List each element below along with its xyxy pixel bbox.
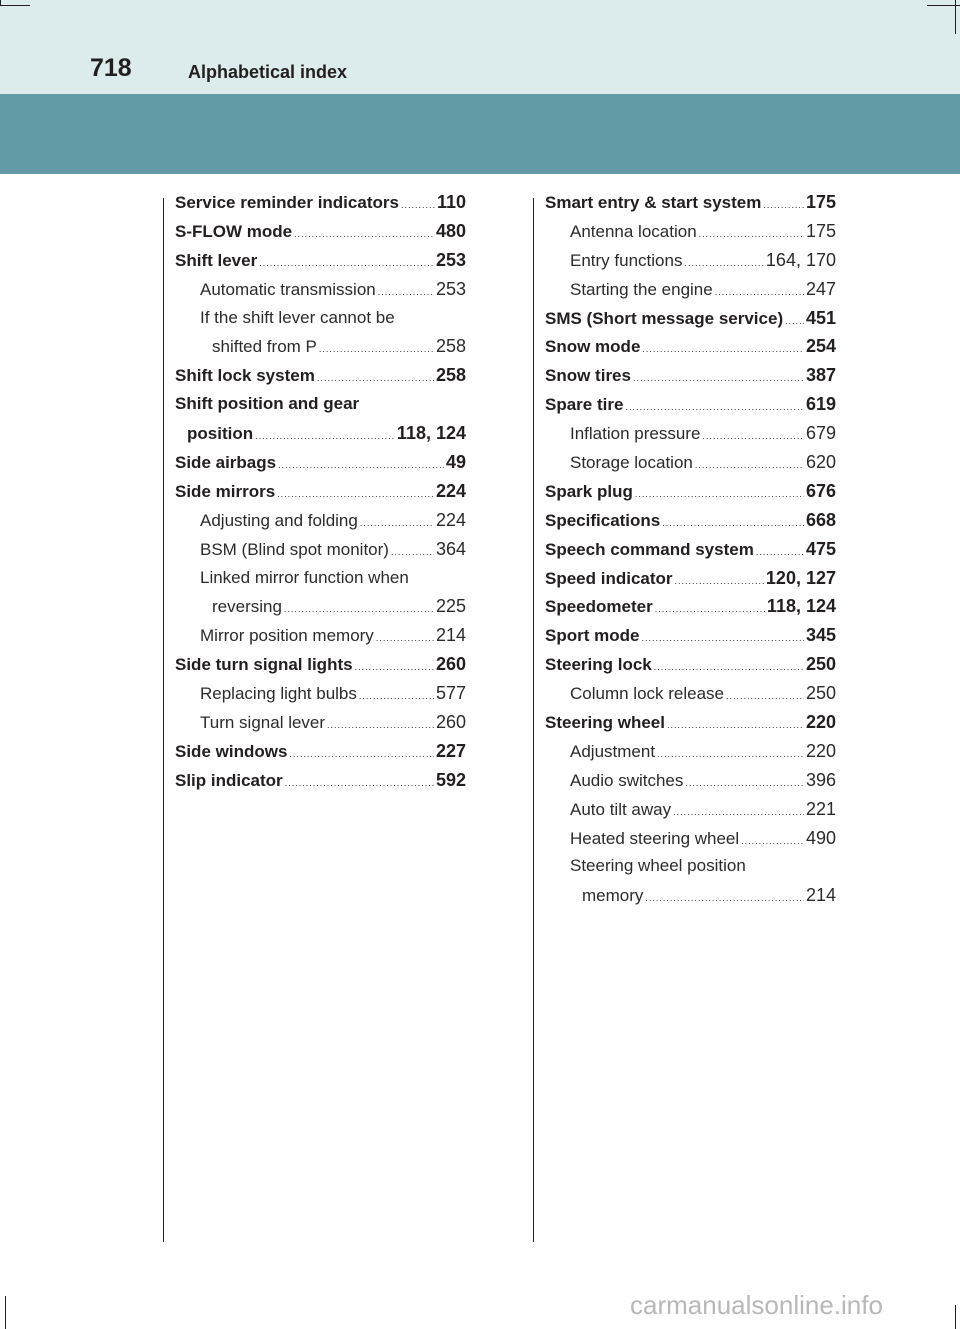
index-term: Specifications bbox=[545, 510, 661, 530]
dot-leader bbox=[319, 335, 434, 364]
dot-leader bbox=[685, 769, 804, 798]
index-term: Adjustment bbox=[570, 741, 656, 761]
dot-leader bbox=[756, 538, 804, 567]
index-term: Steering wheel position bbox=[570, 856, 746, 876]
index-entry bbox=[175, 361, 466, 390]
page-reference: 253 bbox=[435, 249, 466, 270]
index-entry bbox=[545, 390, 836, 419]
index-entry bbox=[545, 621, 836, 650]
dot-leader bbox=[675, 567, 764, 596]
page-reference: 668 bbox=[805, 509, 836, 530]
index-entry bbox=[175, 650, 466, 679]
dot-leader bbox=[255, 422, 395, 451]
page-reference: 253 bbox=[435, 278, 466, 299]
dot-leader bbox=[633, 364, 804, 393]
index-entry bbox=[545, 332, 836, 361]
index-entry bbox=[545, 881, 836, 910]
index-term: Speed indicator bbox=[545, 568, 673, 588]
page-reference: 175 bbox=[805, 192, 836, 212]
page-reference: 451 bbox=[805, 307, 836, 328]
crop-mark bbox=[5, 1296, 6, 1329]
index-term: Shift lever bbox=[175, 250, 258, 270]
index-term: Side turn signal lights bbox=[175, 655, 353, 675]
dot-leader bbox=[259, 249, 434, 278]
dot-leader bbox=[654, 653, 804, 682]
index-term: Heated steering wheel bbox=[570, 828, 740, 848]
dot-leader bbox=[289, 740, 434, 769]
index-entry bbox=[545, 650, 836, 679]
dot-leader bbox=[655, 595, 765, 624]
index-entry bbox=[545, 824, 836, 853]
page-reference: 258 bbox=[435, 336, 466, 357]
page-reference: 250 bbox=[805, 654, 836, 675]
index-entry bbox=[175, 535, 466, 564]
index-term: Starting the engine bbox=[570, 279, 713, 299]
crop-mark bbox=[0, 5, 30, 6]
page-reference: 120, 127 bbox=[765, 567, 836, 588]
index-entry bbox=[175, 766, 466, 795]
index-term: Speech command system bbox=[545, 539, 754, 559]
index-term: Spark plug bbox=[545, 481, 633, 501]
dot-leader bbox=[763, 191, 804, 220]
index-entry bbox=[545, 506, 836, 535]
index-term: Snow mode bbox=[545, 337, 641, 357]
index-term: memory bbox=[582, 886, 644, 906]
index-entry bbox=[545, 477, 836, 506]
index-entry bbox=[175, 621, 466, 650]
index-term: Slip indicator bbox=[175, 770, 283, 790]
page-reference: 247 bbox=[805, 278, 836, 299]
index-term: Turn signal lever bbox=[200, 713, 326, 733]
index-term: Auto tilt away bbox=[570, 799, 672, 819]
page-reference: 387 bbox=[805, 365, 836, 386]
page-reference: 577 bbox=[435, 683, 466, 704]
dot-leader bbox=[684, 249, 763, 278]
index-term: shifted from P bbox=[212, 337, 317, 357]
index-entry bbox=[545, 217, 836, 246]
index-term: Snow tires bbox=[545, 366, 631, 386]
index-entry bbox=[545, 188, 836, 217]
index-entry bbox=[175, 217, 466, 246]
index-term: Column lock release bbox=[570, 684, 725, 704]
dot-leader bbox=[642, 335, 804, 364]
page-reference: 225 bbox=[435, 596, 466, 617]
index-term: Inflation pressure bbox=[570, 424, 701, 444]
watermark: carmanualsonline.info bbox=[630, 1290, 883, 1320]
index-column-right bbox=[545, 188, 836, 910]
index-term: reversing bbox=[212, 597, 282, 617]
index-entry bbox=[545, 361, 836, 390]
index-entry bbox=[175, 708, 466, 737]
index-column-left bbox=[175, 188, 466, 795]
dot-leader bbox=[285, 769, 434, 798]
index-term: Storage location bbox=[570, 453, 693, 473]
index-entry bbox=[175, 477, 466, 506]
index-entry bbox=[175, 506, 466, 535]
crop-mark bbox=[955, 1305, 956, 1329]
dot-leader bbox=[641, 624, 804, 653]
page-reference: 592 bbox=[435, 769, 466, 790]
index-entry bbox=[545, 304, 836, 333]
index-entry bbox=[545, 535, 836, 564]
page-reference: 490 bbox=[805, 827, 836, 848]
index-entry bbox=[175, 419, 466, 448]
index-entry bbox=[545, 708, 836, 737]
index-term: Shift position and gear bbox=[175, 394, 360, 414]
page-reference: 164, 170 bbox=[765, 249, 836, 270]
dot-leader bbox=[785, 307, 804, 336]
index-entry bbox=[545, 795, 836, 824]
index-term: Adjusting and folding bbox=[200, 510, 358, 530]
page-reference: 214 bbox=[435, 625, 466, 646]
index-term: BSM (Blind spot monitor) bbox=[200, 539, 389, 559]
dot-leader bbox=[695, 451, 804, 480]
index-entry bbox=[175, 564, 466, 593]
dot-leader bbox=[277, 480, 434, 509]
dot-leader bbox=[673, 798, 804, 827]
index-entry bbox=[545, 737, 836, 766]
dot-leader bbox=[702, 422, 804, 451]
dot-leader bbox=[376, 624, 434, 653]
index-term: Spare tire bbox=[545, 395, 624, 415]
index-term: Steering lock bbox=[545, 655, 652, 675]
index-entry bbox=[175, 592, 466, 621]
header-top-band bbox=[0, 0, 960, 94]
index-term: Replacing light bulbs bbox=[200, 684, 357, 704]
page-reference: 480 bbox=[435, 220, 466, 241]
dot-leader bbox=[657, 740, 804, 769]
dot-leader bbox=[391, 538, 434, 567]
index-entry bbox=[545, 766, 836, 795]
index-term: Shift lock system bbox=[175, 366, 315, 386]
crop-mark bbox=[955, 0, 956, 34]
dot-leader bbox=[625, 393, 804, 422]
index-entry bbox=[545, 448, 836, 477]
dot-leader bbox=[278, 451, 444, 480]
index-entry bbox=[545, 275, 836, 304]
page-reference: 110 bbox=[436, 192, 466, 212]
dot-leader bbox=[635, 480, 804, 509]
index-entry bbox=[175, 737, 466, 766]
page-reference: 345 bbox=[805, 625, 836, 646]
index-entry bbox=[175, 246, 466, 275]
page-reference: 175 bbox=[805, 220, 836, 241]
index-term: Entry functions bbox=[570, 250, 683, 270]
index-entry bbox=[545, 564, 836, 593]
page-reference: 619 bbox=[805, 394, 836, 415]
dot-leader bbox=[327, 711, 434, 740]
index-term: SMS (Short message service) bbox=[545, 308, 784, 328]
index-term: Steering wheel bbox=[545, 713, 665, 733]
page-reference: 475 bbox=[805, 538, 836, 559]
dot-leader bbox=[401, 191, 435, 220]
index-term: S-FLOW mode bbox=[175, 221, 293, 241]
index-entry bbox=[545, 592, 836, 621]
page-reference: 258 bbox=[435, 365, 466, 386]
page-reference: 227 bbox=[435, 740, 466, 761]
index-entry bbox=[545, 679, 836, 708]
page-reference: 49 bbox=[445, 452, 466, 473]
page-title: Alphabetical index bbox=[188, 62, 348, 82]
index-entry bbox=[175, 332, 466, 361]
index-term: Audio switches bbox=[570, 770, 684, 790]
index-term: Smart entry & start system bbox=[545, 193, 762, 212]
dot-leader bbox=[662, 509, 804, 538]
dot-leader bbox=[378, 278, 434, 307]
page-reference: 679 bbox=[805, 423, 836, 444]
dot-leader bbox=[355, 653, 434, 682]
page-reference: 214 bbox=[805, 885, 836, 906]
page-reference: 250 bbox=[805, 683, 836, 704]
column-rule-left bbox=[163, 198, 164, 1242]
index-term: Antenna location bbox=[570, 221, 697, 241]
dot-leader bbox=[726, 682, 804, 711]
page-reference: 118, 124 bbox=[396, 423, 466, 444]
page-reference: 224 bbox=[435, 509, 466, 530]
page-number: 718 bbox=[90, 54, 132, 82]
dot-leader bbox=[645, 884, 804, 913]
page-reference: 254 bbox=[805, 336, 836, 357]
index-term: Side windows bbox=[175, 741, 288, 761]
index-term: Mirror position memory bbox=[200, 626, 374, 646]
dot-leader bbox=[360, 509, 434, 538]
page-reference: 221 bbox=[805, 798, 836, 819]
page-reference: 220 bbox=[805, 712, 836, 733]
page-reference: 676 bbox=[805, 480, 836, 501]
index-term: Side airbags bbox=[175, 453, 277, 473]
dot-leader bbox=[294, 220, 434, 249]
index-entry bbox=[175, 275, 466, 304]
index-entry bbox=[545, 419, 836, 448]
page-reference: 260 bbox=[435, 654, 466, 675]
dot-leader bbox=[699, 220, 804, 249]
index-term: Side mirrors bbox=[175, 481, 276, 501]
dot-leader bbox=[715, 278, 804, 307]
header-color-band bbox=[0, 94, 960, 174]
page-reference: 220 bbox=[805, 740, 836, 761]
index-entry bbox=[545, 246, 836, 275]
dot-leader bbox=[317, 364, 434, 393]
index-term: Speedometer bbox=[545, 597, 653, 617]
page-reference: 224 bbox=[435, 480, 466, 501]
index-entry bbox=[175, 304, 466, 333]
index-entry bbox=[175, 448, 466, 477]
index-entry bbox=[545, 852, 836, 881]
page-reference: 396 bbox=[805, 769, 836, 790]
page-reference: 260 bbox=[435, 712, 466, 733]
index-entry bbox=[175, 390, 466, 419]
index-term: If the shift lever cannot be bbox=[200, 307, 395, 327]
index-term: Sport mode bbox=[545, 626, 640, 646]
dot-leader bbox=[741, 827, 804, 856]
page-reference: 118, 124 bbox=[766, 596, 836, 617]
index-term: position bbox=[187, 424, 254, 444]
page-reference: 364 bbox=[435, 538, 466, 559]
index-entry bbox=[175, 188, 466, 217]
index-term: Automatic transmission bbox=[200, 279, 376, 299]
index-entry bbox=[175, 679, 466, 708]
index-term: Service reminder indicators bbox=[175, 193, 399, 212]
page-reference: 620 bbox=[805, 452, 836, 473]
dot-leader bbox=[359, 682, 434, 711]
column-rule-right bbox=[533, 198, 534, 1242]
dot-leader bbox=[667, 711, 804, 740]
dot-leader bbox=[284, 595, 434, 624]
index-term: Linked mirror function when bbox=[200, 567, 409, 587]
